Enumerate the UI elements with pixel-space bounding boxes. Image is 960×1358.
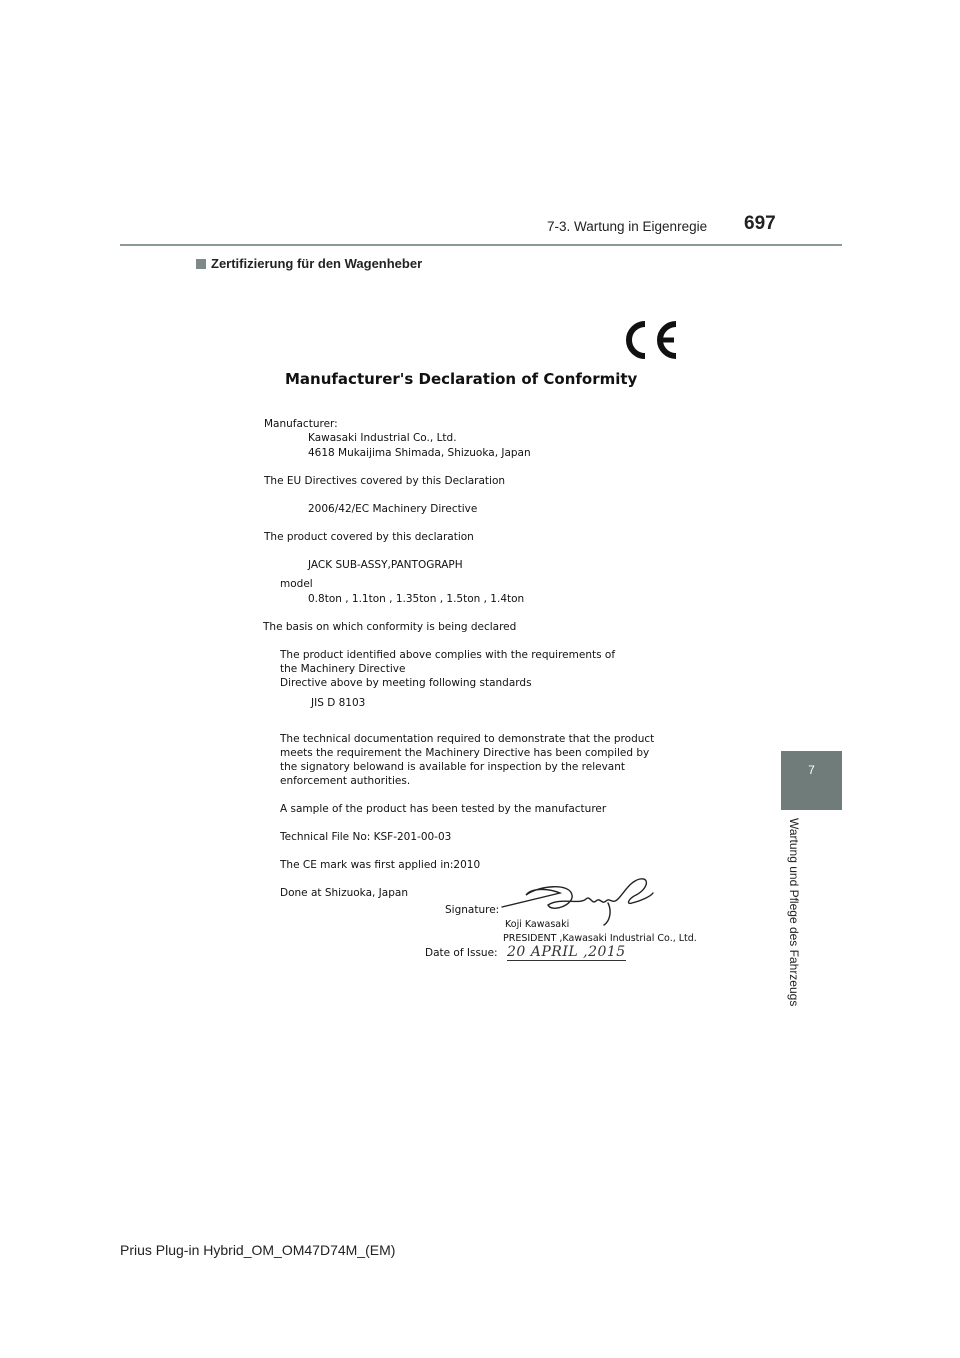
tech-line-3: the signatory belowand is available for inspection by the relevant (280, 761, 626, 773)
signatory-name: Koji Kawasaki (505, 919, 570, 930)
ce-first-applied: The CE mark was first applied in:2010 (280, 859, 481, 871)
issue-date: 20 APRIL ,2015 (507, 944, 626, 960)
chapter-label: Wartung und Pflege des Fahrzeugs (787, 818, 801, 1007)
basis-label: The basis on which conformity is being declared (263, 621, 517, 633)
product-name: JACK SUB-ASSY,PANTOGRAPH (308, 559, 463, 571)
basis-line-3: Directive above by meeting following standards (280, 677, 532, 689)
page-number: 697 (744, 213, 776, 234)
technical-file: Technical File No: KSF-201-00-03 (280, 831, 452, 843)
tech-line-2: meets the requirement the Machinery Directive has been compiled by (280, 747, 650, 759)
section-title: 7-3. Wartung in Eigenregie (547, 219, 708, 234)
sample-text: A sample of the product has been tested by the manufacturer (280, 803, 607, 815)
ce-mark-icon (620, 318, 680, 362)
manufacturer-label: Manufacturer: (264, 418, 338, 430)
product-label: The product covered by this declaration (264, 531, 474, 543)
standard: JIS D 8103 (311, 697, 366, 709)
model-label: model (280, 578, 313, 590)
manufacturer-name: Kawasaki Industrial Co., Ltd. (308, 432, 457, 444)
signature-label: Signature: (445, 904, 500, 916)
signatory-title: PRESIDENT ,Kawasaki Industrial Co., Ltd. (503, 933, 697, 944)
basis-line-2: the Machinery Directive (280, 663, 406, 675)
eu-directives-label: The EU Directives covered by this Declaration (264, 475, 506, 487)
declaration-title: Manufacturer's Declaration of Conformity (285, 370, 638, 388)
basis-line-1: The product identified above complies with the requirements of (280, 649, 616, 661)
done-at: Done at Shizuoka, Japan (280, 887, 408, 899)
tech-line-1: The technical documentation required to demonstrate that the product (280, 733, 655, 745)
model-values: 0.8ton , 1.1ton , 1.35ton , 1.5ton , 1.4ton (308, 593, 525, 605)
tech-line-4: enforcement authorities. (280, 775, 411, 787)
footer-document-id: Prius Plug-in Hybrid_OM_OM47D74M_(EM) (120, 1242, 396, 1258)
chapter-number: 7 (808, 763, 815, 777)
eu-directive: 2006/42/EC Machinery Directive (308, 503, 478, 515)
manufacturer-address: 4618 Mukaijima Shimada, Shizuoka, Japan (308, 447, 531, 459)
section-heading-text: Zertifizierung für den Wagenheber (211, 256, 423, 271)
date-label: Date of Issue: (425, 947, 498, 959)
